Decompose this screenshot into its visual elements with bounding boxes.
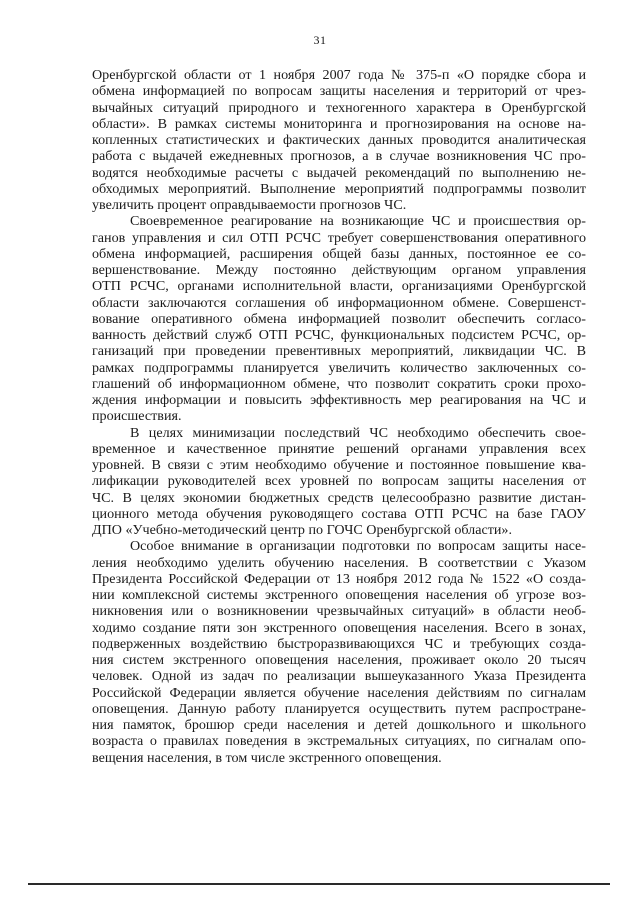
text-line: копленных статистических и фактических данных проводится аналитическая: [92, 132, 586, 148]
text-line: ления необходимо уделить обучению населения. В соответствии с Указом: [92, 554, 586, 571]
text-line: ния систем экстренного оповещения населения, проживает около 20 тысяч: [92, 652, 586, 668]
text-line: области». В рамках системы мониторинга и прогнозирования на основе на-: [92, 115, 586, 132]
text-line: вование оперативного обмена информацией позволит обеспечить согласо-: [92, 310, 586, 327]
text-line: ходимо создание пяти зон экстренного оповещения населения. Всего в зонах,: [92, 619, 586, 636]
text-line: временное и качественное принятие решений органами управления всех: [92, 440, 586, 457]
text-line: человек. Одной из задач по реализации вышеуказанного Указа Президента: [92, 668, 586, 685]
paragraph: [92, 213, 586, 424]
text-line: глашений об информационном обмене, что позволит сократить сроки прохо-: [92, 375, 586, 392]
text-line: ждения информации и повысить эффективность мер реагирования на ЧС и: [92, 392, 586, 408]
paragraph: [92, 67, 586, 213]
text-line: ционного метода обучения руководящего состава ОТП РСЧС на базе ГАОУ: [92, 505, 586, 522]
page-number: 31: [313, 33, 327, 47]
text-line: рамках подпрограммы планируется увеличить количество заключенных со-: [92, 359, 586, 376]
document-body: [92, 67, 586, 766]
text-line: Российской Федерации является обучение населения действиям по сигналам: [92, 684, 586, 701]
text-line: возраста о правилах поведения в экстремальных ситуациях, по сигналам опо-: [92, 733, 586, 750]
text-line: обмена информацией, расширения общей базы данных, постоянное ее со-: [92, 245, 586, 262]
paragraph: [92, 538, 586, 766]
text-line: увеличить процент оправдываемости прогнозов ЧС.: [92, 197, 407, 213]
text-line: водятся необходимые расчеты с выдачей рекомендаций по выполнению не-: [92, 164, 586, 181]
text-line: ДПО «Учебно-методический центр по ГОЧС Оренбургской области».: [92, 522, 512, 538]
text-line: ганизаций при проведении превентивных мероприятий, ликвидации ЧС. В: [92, 343, 586, 360]
text-line: ОТП РСЧС, органами исполнительной власти, организациями Оренбургской: [92, 278, 586, 295]
text-line: Президента Российской Федерации от 13 ноября 2012 года № 1522 «О созда-: [92, 570, 586, 587]
text-line: уровней. В связи с этим необходимо обучение и постоянное повышение ква-: [92, 457, 586, 473]
text-line: обмена информацией по вопросам защиты населения и территорий от чрез-: [92, 83, 586, 100]
text-line: В целях минимизации последствий ЧС необходимо обеспечить свое-: [130, 424, 586, 441]
text-line: подверженных воздействию быстроразвивающихся ЧС и требующих созда-: [92, 635, 586, 652]
text-line: Оренбургской области от 1 ноября 2007 года № 375-п «О порядке сбора и: [92, 67, 586, 83]
text-line: области заключаются соглашения об информационном обмене. Совершенст-: [92, 294, 586, 311]
text-line: вычайных ситуаций природного и техногенного характера в Оренбургской: [92, 99, 586, 116]
text-line: Особое внимание в организации подготовки по вопросам защиты насе-: [130, 538, 586, 555]
bottom-rule: [28, 883, 610, 885]
text-line: нии комплексной системы экстренного оповещения населения об угрозе воз-: [92, 587, 586, 603]
text-line: ния памяток, брошюр среди населения и детей дошкольного и школьного: [92, 717, 586, 733]
text-line: Своевременное реагирование на возникающие ЧС и происшествия ор-: [130, 213, 586, 230]
text-line: никновения или о возникновении чрезвычайных ситуаций» в области необ-: [92, 603, 586, 620]
text-line: вершенствование. Между постоянно действующим органом управления: [92, 262, 586, 278]
text-line: обходимых мероприятий. Выполнение мероприятий подпрограммы позволит: [92, 180, 586, 197]
text-line: оповещения. Данную работу планируется осуществить путем распростране-: [92, 700, 586, 717]
text-line: ганов управления и сил ОТП РСЧС требует совершенствования оперативного: [92, 229, 586, 246]
text-line: вещения населения, в том числе экстренного оповещения.: [92, 749, 442, 766]
text-line: работа с выдачей ежедневных прогнозов, а в случае возникновения ЧС про-: [92, 148, 586, 165]
text-line: ванность действий служб ОТП РСЧС, функциональных подсистем РСЧС, ор-: [92, 327, 586, 343]
text-line: лификации руководителей всех уровней по вопросам защиты населения от: [92, 473, 586, 490]
text-line: ЧС. В целях экономии бюджетных средств целесообразно развитие дистан-: [92, 489, 586, 506]
text-line: происшествия.: [92, 408, 182, 425]
paragraph: [92, 425, 586, 539]
